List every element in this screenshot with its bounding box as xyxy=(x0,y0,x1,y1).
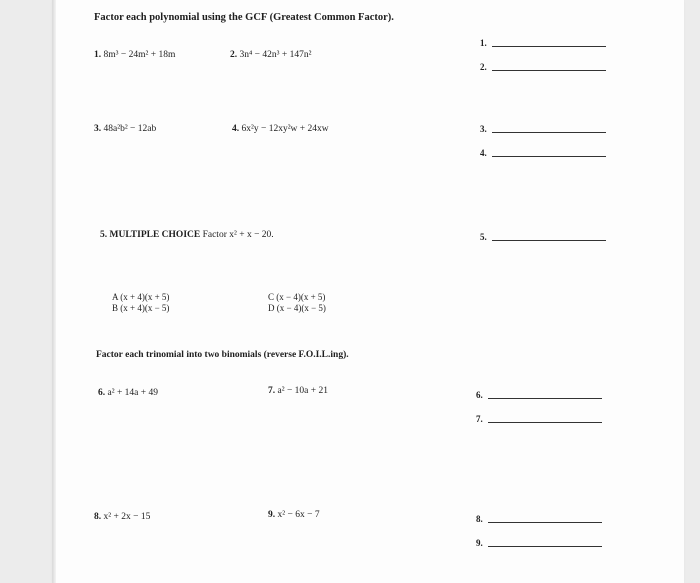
choice-c-letter: C xyxy=(268,292,275,302)
choice-d xyxy=(268,303,326,313)
problem-3-text: 48a²b² − 12ab xyxy=(103,124,157,134)
problem-3 xyxy=(94,124,156,134)
problem-9-text: x² − 6x − 7 xyxy=(277,510,320,520)
problem-6 xyxy=(98,388,158,398)
worksheet-page xyxy=(56,0,684,583)
problem-1-number: 1. xyxy=(94,50,102,60)
problem-5-label: MULTIPLE CHOICE xyxy=(109,230,201,240)
answer-8-blank[interactable] xyxy=(488,522,602,523)
problem-1-text: 8m³ − 24m² + 18m xyxy=(103,50,176,60)
problem-4 xyxy=(232,124,329,134)
problem-4-number: 4. xyxy=(232,124,240,134)
answer-3-blank[interactable] xyxy=(492,132,606,133)
problem-3-number: 3. xyxy=(94,124,102,134)
choice-b-text: (x + 4)(x − 5) xyxy=(120,303,170,313)
choice-c-text: (x − 4)(x + 5) xyxy=(276,292,326,302)
problem-4-text: 6x²y − 12xy²w + 24xw xyxy=(241,124,329,134)
answer-8-label: 8. xyxy=(476,514,483,524)
answer-7-label: 7. xyxy=(476,414,483,424)
choice-a xyxy=(112,292,169,302)
problem-6-number: 6. xyxy=(98,388,106,398)
choice-a-text: (x + 4)(x + 5) xyxy=(120,292,170,302)
problem-7-number: 7. xyxy=(268,386,276,396)
problem-9-number: 9. xyxy=(268,510,276,520)
answer-6-label: 6. xyxy=(476,390,483,400)
answer-5-blank[interactable] xyxy=(492,240,606,241)
answer-7-blank[interactable] xyxy=(488,422,602,423)
answer-1-blank[interactable] xyxy=(492,46,606,47)
answer-2-blank[interactable] xyxy=(492,70,606,71)
problem-8-text: x² + 2x − 15 xyxy=(103,512,151,522)
worksheet-title: Factor each polynomial using the GCF (Greatest Common Factor). xyxy=(94,12,394,23)
choice-a-letter: A xyxy=(112,292,119,302)
answer-4-label: 4. xyxy=(480,148,487,158)
answer-1-label: 1. xyxy=(480,38,487,48)
choice-d-letter: D xyxy=(268,303,275,313)
problem-8 xyxy=(94,512,150,522)
answer-9-blank[interactable] xyxy=(488,546,602,547)
problem-2-number: 2. xyxy=(230,50,238,60)
choice-b-letter: B xyxy=(112,303,119,313)
answer-2-label: 2. xyxy=(480,62,487,72)
choice-c xyxy=(268,292,325,302)
problem-9 xyxy=(268,510,320,520)
answer-4-blank[interactable] xyxy=(492,156,606,157)
problem-8-number: 8. xyxy=(94,512,102,522)
answer-9-label: 9. xyxy=(476,538,483,548)
section-2-heading: Factor each trinomial into two binomials (reverse F.O.I.L.ing). xyxy=(96,350,349,360)
problem-1 xyxy=(94,50,175,60)
problem-2-text: 3n⁴ − 42n³ + 147n² xyxy=(239,50,312,60)
problem-2 xyxy=(230,50,311,60)
answer-5-label: 5. xyxy=(480,232,487,242)
answer-6-blank[interactable] xyxy=(488,398,602,399)
problem-5-number: 5. xyxy=(100,230,108,240)
problem-7 xyxy=(268,386,328,396)
problem-7-text: a² − 10a + 21 xyxy=(277,386,328,396)
choice-d-text: (x − 4)(x − 5) xyxy=(276,303,326,313)
answer-3-label: 3. xyxy=(480,124,487,134)
choice-b xyxy=(112,303,169,313)
problem-5 xyxy=(100,230,274,240)
problem-6-text: a² + 14a + 49 xyxy=(107,388,158,398)
problem-5-text: Factor x² + x − 20. xyxy=(202,230,274,240)
